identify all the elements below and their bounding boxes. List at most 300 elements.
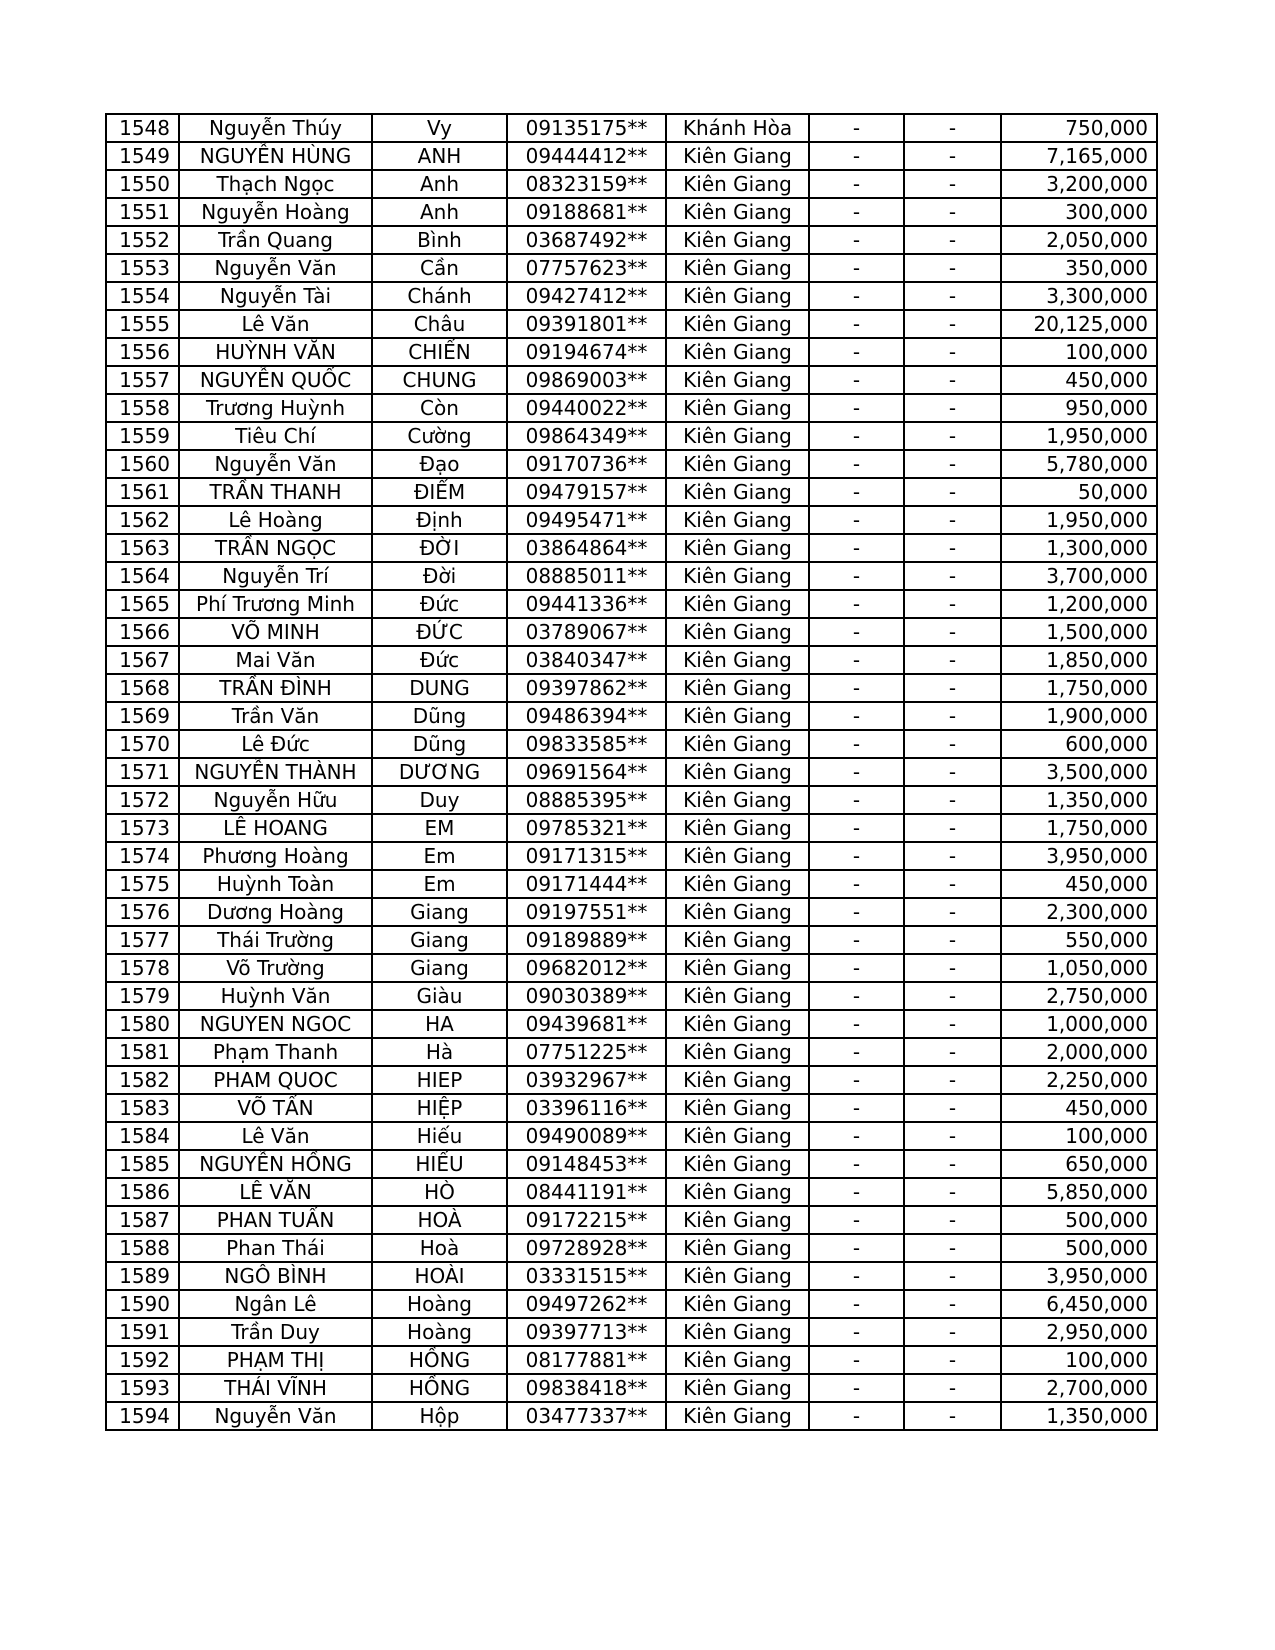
- province: Kiên Giang: [666, 870, 809, 898]
- phone-number: 03687492**: [507, 226, 666, 254]
- phone-number: 03396116**: [507, 1094, 666, 1122]
- blank-cell-2: -: [904, 646, 1001, 674]
- amount: 1,300,000: [1001, 534, 1157, 562]
- province: Kiên Giang: [666, 282, 809, 310]
- row-number: 1552: [106, 226, 179, 254]
- amount: 2,300,000: [1001, 898, 1157, 926]
- blank-cell-1: -: [809, 646, 904, 674]
- phone-number: 03840347**: [507, 646, 666, 674]
- given-name: Đức: [372, 646, 507, 674]
- phone-number: 08323159**: [507, 170, 666, 198]
- given-name: Cường: [372, 422, 507, 450]
- given-name: HA: [372, 1010, 507, 1038]
- phone-number: 09479157**: [507, 478, 666, 506]
- first-name: VÕ TẤN: [179, 1094, 372, 1122]
- blank-cell-1: -: [809, 534, 904, 562]
- phone-number: 08885011**: [507, 562, 666, 590]
- blank-cell-1: -: [809, 730, 904, 758]
- province: Kiên Giang: [666, 1122, 809, 1150]
- phone-number: 09171444**: [507, 870, 666, 898]
- blank-cell-1: -: [809, 1206, 904, 1234]
- row-number: 1588: [106, 1234, 179, 1262]
- blank-cell-1: -: [809, 1178, 904, 1206]
- row-number: 1586: [106, 1178, 179, 1206]
- blank-cell-1: -: [809, 1374, 904, 1402]
- blank-cell-2: -: [904, 1374, 1001, 1402]
- phone-number: 09397713**: [507, 1318, 666, 1346]
- blank-cell-2: -: [904, 702, 1001, 730]
- amount: 1,500,000: [1001, 618, 1157, 646]
- table-row: [106, 534, 1157, 562]
- amount: 3,300,000: [1001, 282, 1157, 310]
- amount: 1,200,000: [1001, 590, 1157, 618]
- blank-cell-2: -: [904, 394, 1001, 422]
- province: Khánh Hòa: [666, 114, 809, 142]
- blank-cell-2: -: [904, 982, 1001, 1010]
- amount: 3,950,000: [1001, 842, 1157, 870]
- blank-cell-2: -: [904, 198, 1001, 226]
- first-name: LÊ VĂN: [179, 1178, 372, 1206]
- amount: 2,950,000: [1001, 1318, 1157, 1346]
- table-row: [106, 450, 1157, 478]
- blank-cell-2: -: [904, 758, 1001, 786]
- table-row: [106, 254, 1157, 282]
- blank-cell-1: -: [809, 1402, 904, 1430]
- table-row: [106, 870, 1157, 898]
- amount: 1,750,000: [1001, 814, 1157, 842]
- province: Kiên Giang: [666, 730, 809, 758]
- amount: 2,250,000: [1001, 1066, 1157, 1094]
- first-name: PHAN TUẤN: [179, 1206, 372, 1234]
- first-name: Nguyễn Thúy: [179, 114, 372, 142]
- blank-cell-1: -: [809, 422, 904, 450]
- first-name: Nguyễn Tài: [179, 282, 372, 310]
- blank-cell-2: -: [904, 926, 1001, 954]
- amount: 100,000: [1001, 338, 1157, 366]
- table-row: [106, 590, 1157, 618]
- phone-number: 09148453**: [507, 1150, 666, 1178]
- row-number: 1565: [106, 590, 179, 618]
- first-name: Nguyễn Văn: [179, 254, 372, 282]
- blank-cell-1: -: [809, 198, 904, 226]
- amount: 1,750,000: [1001, 674, 1157, 702]
- phone-number: 09397862**: [507, 674, 666, 702]
- blank-cell-2: -: [904, 1178, 1001, 1206]
- row-number: 1562: [106, 506, 179, 534]
- amount: 450,000: [1001, 870, 1157, 898]
- table-row: [106, 1262, 1157, 1290]
- amount: 3,950,000: [1001, 1262, 1157, 1290]
- table-row: [106, 506, 1157, 534]
- province: Kiên Giang: [666, 1010, 809, 1038]
- amount: 450,000: [1001, 366, 1157, 394]
- phone-number: 09189889**: [507, 926, 666, 954]
- first-name: Huỳnh Văn: [179, 982, 372, 1010]
- blank-cell-2: -: [904, 226, 1001, 254]
- province: Kiên Giang: [666, 1290, 809, 1318]
- given-name: Đạo: [372, 450, 507, 478]
- first-name: Lê Hoàng: [179, 506, 372, 534]
- phone-number: 09833585**: [507, 730, 666, 758]
- row-number: 1580: [106, 1010, 179, 1038]
- given-name: Em: [372, 842, 507, 870]
- table-row: [106, 1010, 1157, 1038]
- amount: 100,000: [1001, 1346, 1157, 1374]
- blank-cell-1: -: [809, 450, 904, 478]
- blank-cell-2: -: [904, 338, 1001, 366]
- blank-cell-2: -: [904, 282, 1001, 310]
- row-number: 1572: [106, 786, 179, 814]
- phone-number: 03789067**: [507, 618, 666, 646]
- given-name: HIẾU: [372, 1150, 507, 1178]
- table-row: [106, 394, 1157, 422]
- phone-number: 08441191**: [507, 1178, 666, 1206]
- table-row: [106, 1374, 1157, 1402]
- blank-cell-1: -: [809, 786, 904, 814]
- blank-cell-2: -: [904, 1402, 1001, 1430]
- row-number: 1558: [106, 394, 179, 422]
- amount: 1,000,000: [1001, 1010, 1157, 1038]
- blank-cell-2: -: [904, 506, 1001, 534]
- phone-number: 07757623**: [507, 254, 666, 282]
- first-name: Nguyễn Trí: [179, 562, 372, 590]
- province: Kiên Giang: [666, 170, 809, 198]
- table-row: [106, 478, 1157, 506]
- blank-cell-2: -: [904, 1066, 1001, 1094]
- phone-number: 09439681**: [507, 1010, 666, 1038]
- given-name: Chánh: [372, 282, 507, 310]
- given-name: Hiếu: [372, 1122, 507, 1150]
- blank-cell-1: -: [809, 982, 904, 1010]
- phone-number: 09170736**: [507, 450, 666, 478]
- blank-cell-1: -: [809, 506, 904, 534]
- first-name: TRẦN THANH: [179, 478, 372, 506]
- blank-cell-1: -: [809, 1038, 904, 1066]
- row-number: 1549: [106, 142, 179, 170]
- blank-cell-2: -: [904, 1262, 1001, 1290]
- row-number: 1560: [106, 450, 179, 478]
- given-name: HÒ: [372, 1178, 507, 1206]
- blank-cell-1: -: [809, 814, 904, 842]
- given-name: Anh: [372, 198, 507, 226]
- phone-number: 09197551**: [507, 898, 666, 926]
- given-name: Duy: [372, 786, 507, 814]
- given-name: Giang: [372, 954, 507, 982]
- given-name: Giàu: [372, 982, 507, 1010]
- given-name: Hoàng: [372, 1290, 507, 1318]
- phone-number: 08885395**: [507, 786, 666, 814]
- province: Kiên Giang: [666, 1318, 809, 1346]
- given-name: Dũng: [372, 730, 507, 758]
- row-number: 1551: [106, 198, 179, 226]
- first-name: NGUYỄN HỒNG: [179, 1150, 372, 1178]
- first-name: Phương Hoàng: [179, 842, 372, 870]
- province: Kiên Giang: [666, 786, 809, 814]
- first-name: TRẦN NGỌC: [179, 534, 372, 562]
- phone-number: 09728928**: [507, 1234, 666, 1262]
- first-name: Dương Hoàng: [179, 898, 372, 926]
- blank-cell-2: -: [904, 1234, 1001, 1262]
- blank-cell-1: -: [809, 870, 904, 898]
- phone-number: 08177881**: [507, 1346, 666, 1374]
- province: Kiên Giang: [666, 646, 809, 674]
- amount: 5,780,000: [1001, 450, 1157, 478]
- province: Kiên Giang: [666, 898, 809, 926]
- first-name: NGUYỄN THÀNH: [179, 758, 372, 786]
- given-name: Cần: [372, 254, 507, 282]
- blank-cell-1: -: [809, 310, 904, 338]
- row-number: 1584: [106, 1122, 179, 1150]
- first-name: Tiêu Chí: [179, 422, 372, 450]
- row-number: 1571: [106, 758, 179, 786]
- blank-cell-1: -: [809, 114, 904, 142]
- table-row: [106, 926, 1157, 954]
- blank-cell-2: -: [904, 870, 1001, 898]
- province: Kiên Giang: [666, 562, 809, 590]
- given-name: Định: [372, 506, 507, 534]
- phone-number: 03477337**: [507, 1402, 666, 1430]
- row-number: 1591: [106, 1318, 179, 1346]
- row-number: 1563: [106, 534, 179, 562]
- province: Kiên Giang: [666, 1374, 809, 1402]
- province: Kiên Giang: [666, 1066, 809, 1094]
- given-name: Vy: [372, 114, 507, 142]
- given-name: DUNG: [372, 674, 507, 702]
- row-number: 1559: [106, 422, 179, 450]
- first-name: Phạm Thanh: [179, 1038, 372, 1066]
- blank-cell-2: -: [904, 478, 1001, 506]
- blank-cell-1: -: [809, 590, 904, 618]
- first-name: Lê Văn: [179, 310, 372, 338]
- amount: 6,450,000: [1001, 1290, 1157, 1318]
- table-row: [106, 142, 1157, 170]
- row-number: 1578: [106, 954, 179, 982]
- row-number: 1567: [106, 646, 179, 674]
- row-number: 1561: [106, 478, 179, 506]
- given-name: ANH: [372, 142, 507, 170]
- phone-number: 09135175**: [507, 114, 666, 142]
- given-name: ĐỜI: [372, 534, 507, 562]
- table-row: [106, 982, 1157, 1010]
- amount: 600,000: [1001, 730, 1157, 758]
- table-row: [106, 1206, 1157, 1234]
- amount: 20,125,000: [1001, 310, 1157, 338]
- phone-number: 09171315**: [507, 842, 666, 870]
- first-name: Trương Huỳnh: [179, 394, 372, 422]
- blank-cell-2: -: [904, 562, 1001, 590]
- table-row: [106, 674, 1157, 702]
- first-name: NGUYỄN QUỐC: [179, 366, 372, 394]
- first-name: Ngân Lê: [179, 1290, 372, 1318]
- province: Kiên Giang: [666, 1038, 809, 1066]
- blank-cell-2: -: [904, 954, 1001, 982]
- blank-cell-1: -: [809, 282, 904, 310]
- province: Kiên Giang: [666, 674, 809, 702]
- province: Kiên Giang: [666, 814, 809, 842]
- amount: 1,050,000: [1001, 954, 1157, 982]
- row-number: 1568: [106, 674, 179, 702]
- first-name: PHẠM THỊ: [179, 1346, 372, 1374]
- first-name: Thạch Ngọc: [179, 170, 372, 198]
- province: Kiên Giang: [666, 254, 809, 282]
- first-name: Trần Duy: [179, 1318, 372, 1346]
- blank-cell-2: -: [904, 1346, 1001, 1374]
- given-name: HIEP: [372, 1066, 507, 1094]
- first-name: Thái Trường: [179, 926, 372, 954]
- table-row: [106, 198, 1157, 226]
- amount: 7,165,000: [1001, 142, 1157, 170]
- given-name: EM: [372, 814, 507, 842]
- given-name: Hoà: [372, 1234, 507, 1262]
- phone-number: 09682012**: [507, 954, 666, 982]
- blank-cell-1: -: [809, 394, 904, 422]
- table-row: [106, 842, 1157, 870]
- province: Kiên Giang: [666, 1094, 809, 1122]
- first-name: HUỲNH VĂN: [179, 338, 372, 366]
- table-row: [106, 310, 1157, 338]
- blank-cell-1: -: [809, 758, 904, 786]
- blank-cell-2: -: [904, 534, 1001, 562]
- given-name: Đời: [372, 562, 507, 590]
- blank-cell-1: -: [809, 1150, 904, 1178]
- phone-number: 09497262**: [507, 1290, 666, 1318]
- blank-cell-1: -: [809, 1122, 904, 1150]
- phone-number: 09194674**: [507, 338, 666, 366]
- province: Kiên Giang: [666, 758, 809, 786]
- amount: 350,000: [1001, 254, 1157, 282]
- province: Kiên Giang: [666, 310, 809, 338]
- blank-cell-1: -: [809, 702, 904, 730]
- phone-number: 09188681**: [507, 198, 666, 226]
- blank-cell-1: -: [809, 562, 904, 590]
- given-name: Anh: [372, 170, 507, 198]
- blank-cell-1: -: [809, 1010, 904, 1038]
- province: Kiên Giang: [666, 702, 809, 730]
- province: Kiên Giang: [666, 1402, 809, 1430]
- blank-cell-1: -: [809, 1262, 904, 1290]
- given-name: CHUNG: [372, 366, 507, 394]
- table-row: [106, 702, 1157, 730]
- row-number: 1555: [106, 310, 179, 338]
- phone-number: 09864349**: [507, 422, 666, 450]
- first-name: Nguyễn Hữu: [179, 786, 372, 814]
- row-number: 1569: [106, 702, 179, 730]
- table-row: [106, 562, 1157, 590]
- table-row: [106, 618, 1157, 646]
- row-number: 1585: [106, 1150, 179, 1178]
- province: Kiên Giang: [666, 506, 809, 534]
- given-name: Hà: [372, 1038, 507, 1066]
- phone-number: 09172215**: [507, 1206, 666, 1234]
- blank-cell-1: -: [809, 898, 904, 926]
- table-row: [106, 1234, 1157, 1262]
- province: Kiên Giang: [666, 534, 809, 562]
- first-name: TRẦN ĐÌNH: [179, 674, 372, 702]
- first-name: VÕ MINH: [179, 618, 372, 646]
- given-name: HỒNG: [372, 1346, 507, 1374]
- row-number: 1566: [106, 618, 179, 646]
- amount: 3,700,000: [1001, 562, 1157, 590]
- given-name: Giang: [372, 926, 507, 954]
- blank-cell-2: -: [904, 170, 1001, 198]
- blank-cell-2: -: [904, 422, 1001, 450]
- blank-cell-1: -: [809, 1066, 904, 1094]
- blank-cell-1: -: [809, 1346, 904, 1374]
- table-row: [106, 282, 1157, 310]
- blank-cell-2: -: [904, 898, 1001, 926]
- province: Kiên Giang: [666, 1346, 809, 1374]
- phone-number: 09030389**: [507, 982, 666, 1010]
- donor-table: [105, 113, 1158, 1431]
- table-row: [106, 898, 1157, 926]
- province: Kiên Giang: [666, 422, 809, 450]
- blank-cell-1: -: [809, 338, 904, 366]
- blank-cell-1: -: [809, 674, 904, 702]
- table-row: [106, 1402, 1157, 1430]
- amount: 300,000: [1001, 198, 1157, 226]
- first-name: Nguyễn Văn: [179, 1402, 372, 1430]
- phone-number: 09691564**: [507, 758, 666, 786]
- amount: 3,200,000: [1001, 170, 1157, 198]
- province: Kiên Giang: [666, 366, 809, 394]
- blank-cell-2: -: [904, 114, 1001, 142]
- amount: 2,050,000: [1001, 226, 1157, 254]
- amount: 950,000: [1001, 394, 1157, 422]
- blank-cell-1: -: [809, 842, 904, 870]
- province: Kiên Giang: [666, 1262, 809, 1290]
- row-number: 1550: [106, 170, 179, 198]
- province: Kiên Giang: [666, 1150, 809, 1178]
- amount: 650,000: [1001, 1150, 1157, 1178]
- first-name: Võ Trường: [179, 954, 372, 982]
- table-row: [106, 170, 1157, 198]
- blank-cell-2: -: [904, 730, 1001, 758]
- blank-cell-2: -: [904, 1318, 1001, 1346]
- first-name: LÊ HOANG: [179, 814, 372, 842]
- blank-cell-1: -: [809, 1234, 904, 1262]
- amount: 2,000,000: [1001, 1038, 1157, 1066]
- blank-cell-2: -: [904, 814, 1001, 842]
- first-name: Nguyễn Văn: [179, 450, 372, 478]
- row-number: 1573: [106, 814, 179, 842]
- blank-cell-1: -: [809, 226, 904, 254]
- province: Kiên Giang: [666, 478, 809, 506]
- row-number: 1554: [106, 282, 179, 310]
- blank-cell-1: -: [809, 1094, 904, 1122]
- given-name: Còn: [372, 394, 507, 422]
- table-row: [106, 114, 1157, 142]
- table-row: [106, 226, 1157, 254]
- blank-cell-1: -: [809, 366, 904, 394]
- province: Kiên Giang: [666, 926, 809, 954]
- table-row: [106, 1318, 1157, 1346]
- amount: 2,700,000: [1001, 1374, 1157, 1402]
- amount: 2,750,000: [1001, 982, 1157, 1010]
- row-number: 1557: [106, 366, 179, 394]
- row-number: 1589: [106, 1262, 179, 1290]
- given-name: Em: [372, 870, 507, 898]
- blank-cell-2: -: [904, 618, 1001, 646]
- blank-cell-2: -: [904, 1290, 1001, 1318]
- row-number: 1582: [106, 1066, 179, 1094]
- row-number: 1556: [106, 338, 179, 366]
- table-row: [106, 758, 1157, 786]
- table-row: [106, 954, 1157, 982]
- blank-cell-2: -: [904, 1122, 1001, 1150]
- first-name: NGUYEN NGOC: [179, 1010, 372, 1038]
- blank-cell-1: -: [809, 1290, 904, 1318]
- amount: 1,950,000: [1001, 506, 1157, 534]
